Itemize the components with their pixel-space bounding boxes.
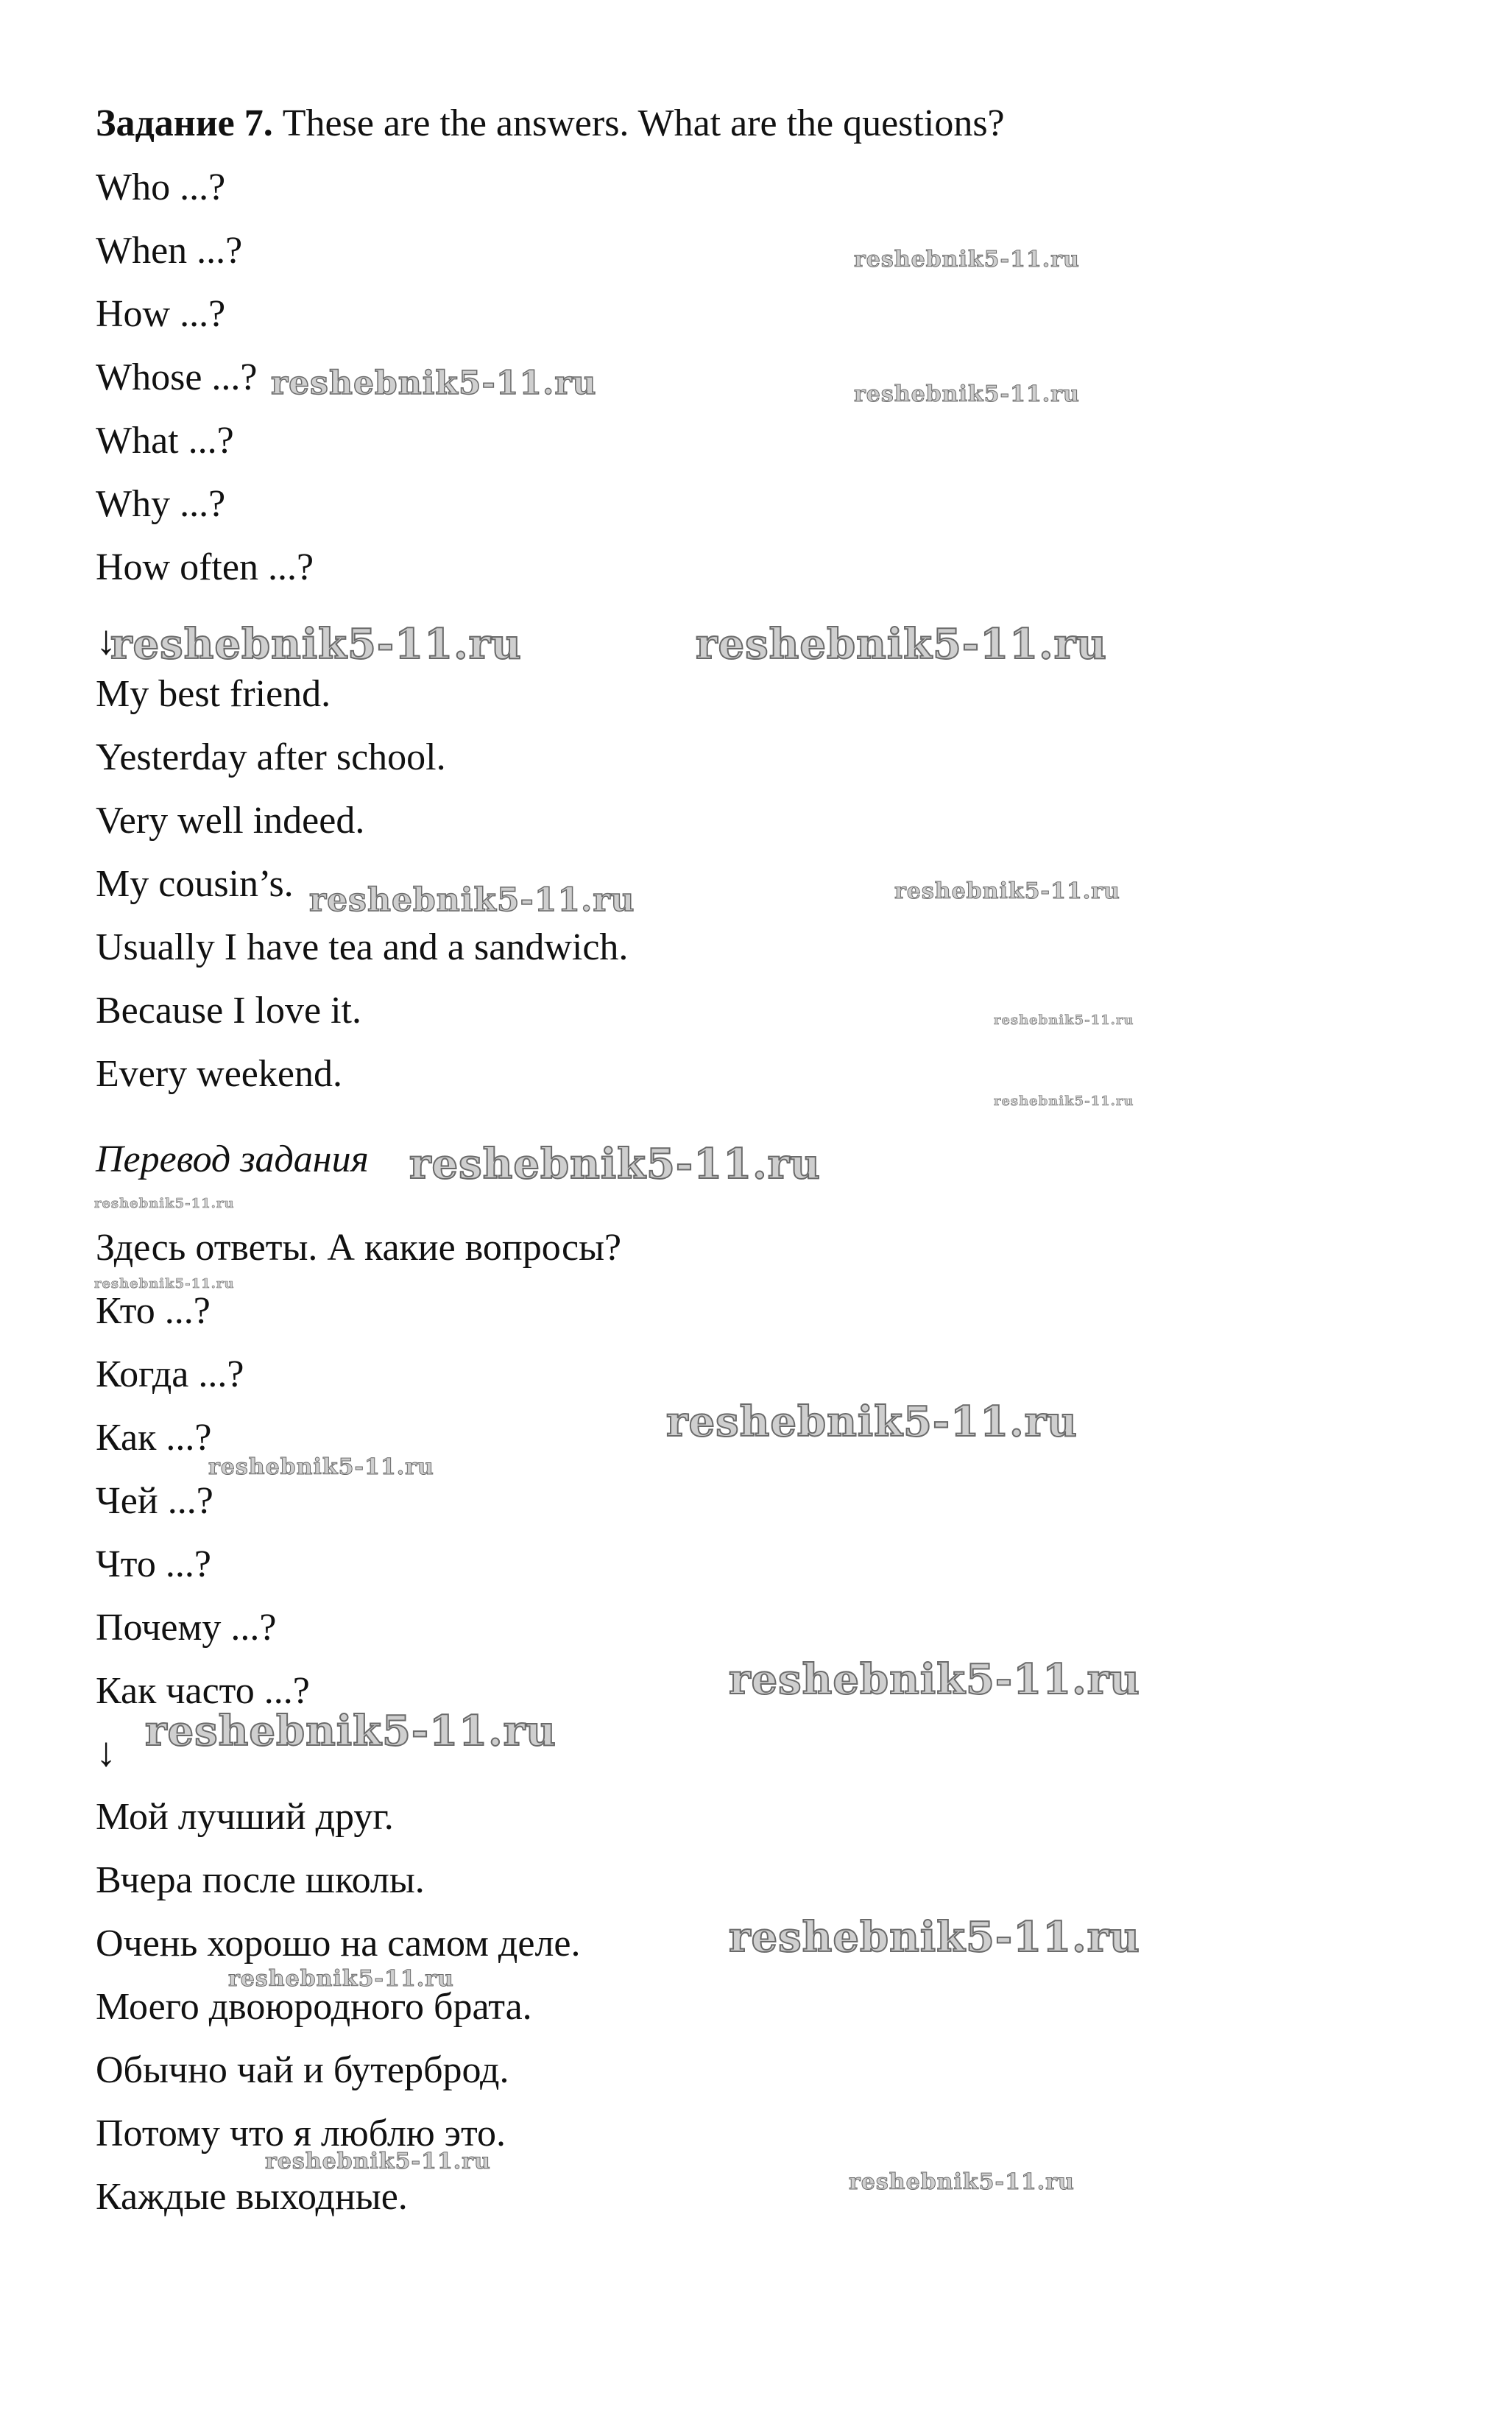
task-header [96, 102, 1005, 146]
watermark: reshebnik5-11.ru [696, 620, 1107, 669]
watermark: reshebnik5-11.ru [409, 1140, 821, 1188]
answer-en-7: Every weekend. [96, 1053, 342, 1095]
arrow-down-icon-ru: ↓ [96, 1730, 116, 1775]
question-ru-1: Кто ...? [96, 1290, 211, 1332]
question-ru-7: Как часто ...? [96, 1670, 310, 1712]
watermark: reshebnik5-11.ru [94, 1196, 235, 1211]
answer-en-6: Because I love it. [96, 990, 361, 1032]
question-ru-5: Что ...? [96, 1543, 211, 1585]
answer-en-4: My cousin’s. [96, 863, 294, 905]
arrow-down-icon: ↓ [96, 618, 116, 663]
question-en-4: Whose ...? [96, 356, 258, 398]
question-en-5: What ...? [96, 420, 234, 462]
question-ru-6: Почему ...? [96, 1607, 277, 1649]
answer-ru-4: Моего двоюродного брата. [96, 1986, 532, 2028]
answer-ru-3: Очень хорошо на самом деле. [96, 1923, 581, 1965]
watermark: reshebnik5-11.ru [228, 1966, 454, 1992]
question-en-2: When ...? [96, 230, 243, 272]
answer-ru-6: Потому что я люблю это. [96, 2113, 506, 2154]
watermark: reshebnik5-11.ru [849, 2169, 1075, 2195]
answer-ru-5: Обычно чай и бутерброд. [96, 2049, 509, 2091]
question-en-3: How ...? [96, 293, 226, 335]
question-ru-3: Как ...? [96, 1417, 212, 1459]
question-en-1: Who ...? [96, 166, 226, 208]
answer-en-3: Very well indeed. [96, 800, 365, 842]
watermark: reshebnik5-11.ru [729, 1655, 1140, 1704]
watermark: reshebnik5-11.ru [854, 381, 1080, 407]
watermark: reshebnik5-11.ru [854, 247, 1080, 272]
watermark: reshebnik5-11.ru [729, 1913, 1140, 1962]
watermark: reshebnik5-11.ru [994, 1012, 1134, 1028]
watermark: reshebnik5-11.ru [94, 1276, 235, 1292]
answer-ru-2: Вчера после школы. [96, 1859, 425, 1901]
watermark: reshebnik5-11.ru [994, 1093, 1134, 1109]
question-ru-2: Когда ...? [96, 1353, 244, 1395]
answer-ru-7: Каждые выходные. [96, 2176, 408, 2218]
task-instruction: These are the answers. What are the questions? [282, 102, 1005, 144]
translation-heading: Перевод задания [96, 1138, 369, 1180]
answer-en-2: Yesterday after school. [96, 736, 446, 778]
watermark: reshebnik5-11.ru [894, 878, 1120, 904]
watermark: reshebnik5-11.ru [666, 1398, 1078, 1446]
answer-ru-1: Мой лучший друг. [96, 1796, 394, 1838]
watermark: reshebnik5-11.ru [265, 2149, 491, 2174]
watermark: reshebnik5-11.ru [208, 1454, 434, 1480]
answer-en-1: My best friend. [96, 673, 331, 715]
question-en-6: Why ...? [96, 483, 226, 525]
watermark: reshebnik5-11.ru [110, 620, 522, 669]
task-label: Задание 7. [96, 102, 273, 144]
watermark: reshebnik5-11.ru [271, 364, 597, 402]
watermark: reshebnik5-11.ru [309, 881, 635, 919]
question-ru-4: Чей ...? [96, 1480, 213, 1522]
watermark: reshebnik5-11.ru [145, 1707, 557, 1755]
question-en-7: How often ...? [96, 546, 314, 588]
translation-instruction: Здесь ответы. А какие вопросы? [96, 1227, 622, 1269]
answer-en-5: Usually I have tea and a sandwich. [96, 926, 629, 968]
